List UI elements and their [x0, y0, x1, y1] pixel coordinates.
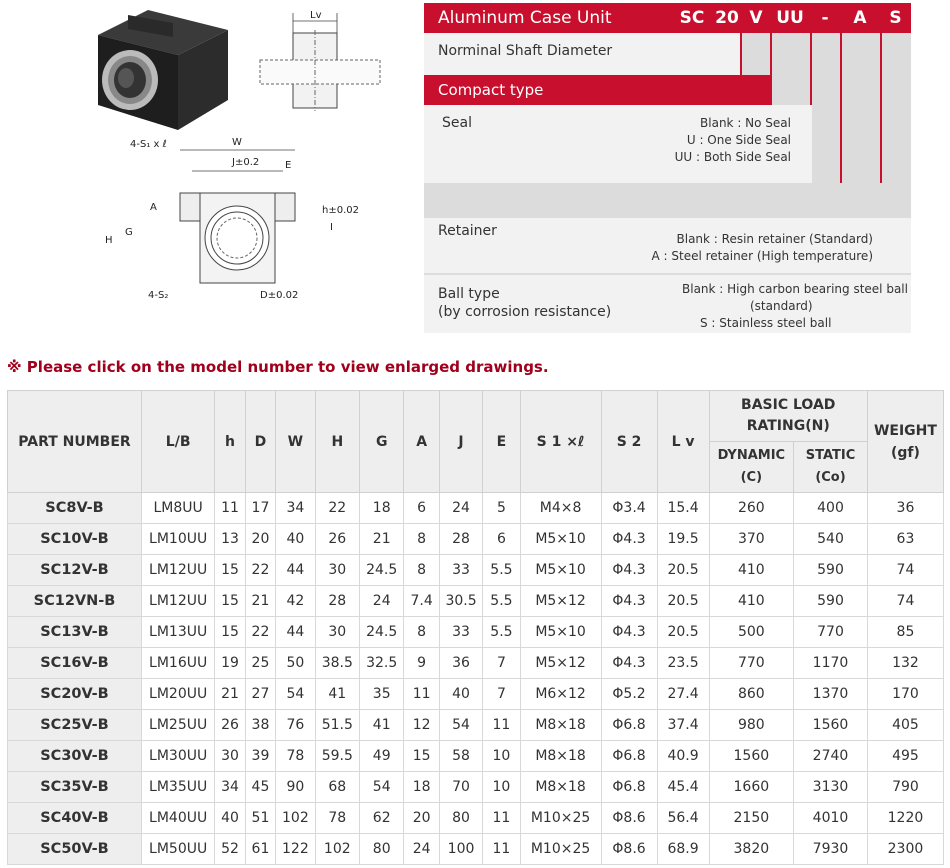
table-cell: 8: [404, 524, 439, 555]
table-cell: 41: [360, 710, 404, 741]
table-cell: Φ8.6: [601, 834, 657, 865]
table-cell: 2150: [709, 803, 794, 834]
table-cell: 68.9: [657, 834, 709, 865]
table-cell: M8×18: [520, 710, 601, 741]
table-cell: 21: [245, 586, 275, 617]
table-cell: 40: [215, 803, 245, 834]
table-cell: M5×10: [520, 555, 601, 586]
table-cell: Φ6.8: [601, 741, 657, 772]
table-cell: 30: [315, 555, 359, 586]
th-part-number: PART NUMBER: [8, 391, 142, 493]
s2-label: 4-S₂: [148, 290, 169, 301]
table-cell: 11: [404, 679, 439, 710]
table-cell: LM8UU: [141, 493, 214, 524]
table-cell: 85: [867, 617, 943, 648]
table-cell: Φ6.8: [601, 710, 657, 741]
table-cell: 40: [276, 524, 315, 555]
table-row: [8, 586, 944, 617]
table-cell: M5×12: [520, 648, 601, 679]
part-number-link[interactable]: SC8V-B: [8, 493, 142, 524]
e-label: E: [285, 160, 292, 171]
table-cell: 39: [245, 741, 275, 772]
table-row: [8, 555, 944, 586]
table-cell: 8: [404, 555, 439, 586]
part-number-link[interactable]: SC40V-B: [8, 803, 142, 834]
table-cell: 20: [404, 803, 439, 834]
table-cell: 25: [245, 648, 275, 679]
part-number-link[interactable]: SC25V-B: [8, 710, 142, 741]
retainer-opt-blank: Blank : Resin retainer (Standard): [676, 232, 873, 246]
seal-opt-u: U : One Side Seal: [686, 133, 791, 147]
table-cell: 17: [245, 493, 275, 524]
table-cell: 24.5: [360, 617, 404, 648]
table-cell: M8×18: [520, 772, 601, 803]
th-w: W: [276, 391, 315, 493]
th-static: STATIC (Co): [794, 442, 868, 493]
table-cell: LM16UU: [141, 648, 214, 679]
th-h-small: h: [215, 391, 245, 493]
table-cell: 1170: [794, 648, 868, 679]
th-dynamic: DYNAMIC (C): [709, 442, 794, 493]
table-cell: 34: [215, 772, 245, 803]
table-cell: 24: [360, 586, 404, 617]
th-lv: L v: [657, 391, 709, 493]
table-cell: 26: [215, 710, 245, 741]
table-row: [8, 710, 944, 741]
table-cell: 58: [439, 741, 482, 772]
table-cell: M10×25: [520, 834, 601, 865]
table-cell: Φ4.3: [601, 524, 657, 555]
th-h: H: [315, 391, 359, 493]
side-view-drawing: [255, 5, 385, 115]
table-cell: 11: [483, 834, 520, 865]
table-cell: M6×12: [520, 679, 601, 710]
h-label: H: [105, 235, 113, 246]
table-cell: 40.9: [657, 741, 709, 772]
th-g: G: [360, 391, 404, 493]
table-cell: 59.5: [315, 741, 359, 772]
table-cell: 20.5: [657, 555, 709, 586]
table-cell: 44: [276, 617, 315, 648]
d-label: D±0.02: [260, 290, 299, 301]
table-cell: 54: [360, 772, 404, 803]
code-v: V: [749, 8, 763, 28]
j-label: J±0.2: [232, 157, 260, 168]
table-cell: 500: [709, 617, 794, 648]
table-cell: 3820: [709, 834, 794, 865]
table-cell: 260: [709, 493, 794, 524]
table-cell: 7.4: [404, 586, 439, 617]
table-cell: 78: [315, 803, 359, 834]
th-e: E: [483, 391, 520, 493]
table-cell: 33: [439, 555, 482, 586]
table-cell: Φ4.3: [601, 617, 657, 648]
table-cell: Φ4.3: [601, 555, 657, 586]
table-cell: 11: [483, 710, 520, 741]
table-cell: LM20UU: [141, 679, 214, 710]
table-cell: 5.5: [483, 586, 520, 617]
seal-label: Seal: [442, 115, 472, 131]
table-cell: 24.5: [360, 555, 404, 586]
a-label: A: [150, 202, 157, 213]
table-cell: 405: [867, 710, 943, 741]
compact-label: Compact type: [438, 81, 544, 99]
seal-opt-blank: Blank : No Seal: [700, 116, 791, 130]
part-number-link[interactable]: SC12VN-B: [8, 586, 142, 617]
table-cell: 370: [709, 524, 794, 555]
nominal-label: Norminal Shaft Diameter: [438, 43, 613, 59]
table-cell: 1560: [794, 710, 868, 741]
table-cell: 45.4: [657, 772, 709, 803]
table-cell: 4010: [794, 803, 868, 834]
table-cell: M5×12: [520, 586, 601, 617]
table-cell: LM35UU: [141, 772, 214, 803]
table-cell: 54: [439, 710, 482, 741]
th-j: J: [439, 391, 482, 493]
part-number-link[interactable]: SC35V-B: [8, 772, 142, 803]
table-cell: 40: [439, 679, 482, 710]
table-cell: 15: [215, 617, 245, 648]
table-cell: 30: [215, 741, 245, 772]
ball-opt-standard: (standard): [750, 299, 813, 313]
table-cell: M5×10: [520, 617, 601, 648]
th-basic-load: BASIC LOAD RATING(N): [709, 391, 867, 442]
table-cell: 540: [794, 524, 868, 555]
table-cell: 50: [276, 648, 315, 679]
retainer-label: Retainer: [438, 223, 497, 239]
table-row: [8, 772, 944, 803]
table-cell: 27.4: [657, 679, 709, 710]
table-cell: 36: [867, 493, 943, 524]
table-cell: 27: [245, 679, 275, 710]
table-cell: 80: [360, 834, 404, 865]
table-cell: 5: [483, 493, 520, 524]
table-cell: 61: [245, 834, 275, 865]
table-cell: 22: [315, 493, 359, 524]
ball-label: Ball type: [438, 286, 500, 302]
table-cell: 410: [709, 555, 794, 586]
code-a: A: [853, 8, 867, 28]
th-d: D: [245, 391, 275, 493]
w-label: W: [232, 137, 242, 148]
table-cell: 8: [404, 617, 439, 648]
table-cell: 23.5: [657, 648, 709, 679]
table-cell: 34: [276, 493, 315, 524]
code-sc: SC: [679, 8, 705, 28]
table-cell: 56.4: [657, 803, 709, 834]
table-cell: 21: [215, 679, 245, 710]
part-number-link[interactable]: SC16V-B: [8, 648, 142, 679]
table-cell: LM30UU: [141, 741, 214, 772]
table-cell: 51.5: [315, 710, 359, 741]
table-cell: 132: [867, 648, 943, 679]
table-cell: 33: [439, 617, 482, 648]
table-cell: LM40UU: [141, 803, 214, 834]
table-cell: 30: [315, 617, 359, 648]
table-row: [8, 617, 944, 648]
table-cell: 15: [404, 741, 439, 772]
h-small-label: h±0.02: [322, 205, 359, 216]
table-row: [8, 803, 944, 834]
table-cell: M5×10: [520, 524, 601, 555]
table-cell: LM12UU: [141, 586, 214, 617]
table-cell: 80: [439, 803, 482, 834]
table-cell: 122: [276, 834, 315, 865]
table-cell: 3130: [794, 772, 868, 803]
seal-opt-uu: UU : Both Side Seal: [674, 150, 791, 164]
table-cell: 1660: [709, 772, 794, 803]
table-cell: 76: [276, 710, 315, 741]
table-row: [8, 741, 944, 772]
s1-label: 4-S₁ x ℓ: [130, 139, 167, 150]
table-cell: LM25UU: [141, 710, 214, 741]
retainer-opt-a: A : Steel retainer (High temperature): [651, 249, 873, 263]
table-cell: 62: [360, 803, 404, 834]
lv-label: Lv: [310, 10, 322, 21]
table-cell: 28: [315, 586, 359, 617]
part-number-link[interactable]: SC50V-B: [8, 834, 142, 865]
table-cell: 12: [404, 710, 439, 741]
ball-opt-s: S : Stainless steel ball: [700, 316, 832, 330]
table-cell: Φ4.3: [601, 586, 657, 617]
table-cell: 78: [276, 741, 315, 772]
table-cell: 6: [404, 493, 439, 524]
table-cell: Φ4.3: [601, 648, 657, 679]
table-cell: M4×8: [520, 493, 601, 524]
ball-label-2: (by corrosion resistance): [438, 304, 612, 320]
table-cell: 28: [439, 524, 482, 555]
table-cell: 13: [215, 524, 245, 555]
table-cell: 37.4: [657, 710, 709, 741]
table-cell: Φ8.6: [601, 803, 657, 834]
table-cell: 11: [483, 803, 520, 834]
table-cell: 32.5: [360, 648, 404, 679]
table-cell: 410: [709, 586, 794, 617]
th-lb: L/B: [141, 391, 214, 493]
table-row: [8, 524, 944, 555]
table-cell: 7: [483, 648, 520, 679]
part-number-link[interactable]: SC13V-B: [8, 617, 142, 648]
table-cell: 10: [483, 772, 520, 803]
notice-text: ※ Please click on the model number to view enlarged drawings.: [7, 358, 549, 376]
table-cell: 42: [276, 586, 315, 617]
table-cell: Φ5.2: [601, 679, 657, 710]
ball-opt-blank: Blank : High carbon bearing steel ball: [682, 282, 908, 296]
table-cell: M8×18: [520, 741, 601, 772]
table-cell: 170: [867, 679, 943, 710]
table-cell: 15: [215, 555, 245, 586]
table-cell: LM10UU: [141, 524, 214, 555]
code-dash: -: [821, 8, 829, 28]
table-cell: Φ6.8: [601, 772, 657, 803]
table-row: [8, 679, 944, 710]
table-cell: 770: [709, 648, 794, 679]
table-cell: 100: [439, 834, 482, 865]
table-cell: 49: [360, 741, 404, 772]
th-s2: S 2: [601, 391, 657, 493]
th-weight: WEIGHT (gf): [867, 391, 943, 493]
table-cell: 10: [483, 741, 520, 772]
table-cell: 400: [794, 493, 868, 524]
table-cell: 20: [245, 524, 275, 555]
table-cell: 20.5: [657, 586, 709, 617]
table-cell: 11: [215, 493, 245, 524]
table-cell: 63: [867, 524, 943, 555]
code-uu: UU: [776, 8, 804, 28]
table-cell: 70: [439, 772, 482, 803]
part-number-link[interactable]: SC20V-B: [8, 679, 142, 710]
table-cell: 2740: [794, 741, 868, 772]
table-cell: 7930: [794, 834, 868, 865]
table-cell: 68: [315, 772, 359, 803]
table-cell: 24: [404, 834, 439, 865]
table-cell: 74: [867, 555, 943, 586]
code-s: S: [889, 8, 902, 28]
table-cell: 90: [276, 772, 315, 803]
table-cell: Φ3.4: [601, 493, 657, 524]
table-cell: 495: [867, 741, 943, 772]
th-s1: S 1 ×ℓ: [520, 391, 601, 493]
table-cell: 36: [439, 648, 482, 679]
table-cell: M10×25: [520, 803, 601, 834]
table-cell: 22: [245, 555, 275, 586]
table-cell: 74: [867, 586, 943, 617]
table-row: [8, 648, 944, 679]
table-cell: 19: [215, 648, 245, 679]
part-number-legend: [424, 3, 911, 333]
table-cell: 590: [794, 586, 868, 617]
table-cell: 38: [245, 710, 275, 741]
table-cell: 44: [276, 555, 315, 586]
code-20: 20: [715, 8, 739, 28]
table-cell: 51: [245, 803, 275, 834]
table-cell: 980: [709, 710, 794, 741]
part-number-link[interactable]: SC30V-B: [8, 741, 142, 772]
table-cell: 41: [315, 679, 359, 710]
table-cell: 45: [245, 772, 275, 803]
table-cell: 590: [794, 555, 868, 586]
table-cell: 9: [404, 648, 439, 679]
part-number-link[interactable]: SC10V-B: [8, 524, 142, 555]
table-cell: 35: [360, 679, 404, 710]
table-cell: 30.5: [439, 586, 482, 617]
table-cell: 5.5: [483, 617, 520, 648]
table-cell: 6: [483, 524, 520, 555]
spec-table: [7, 390, 944, 865]
table-cell: LM12UU: [141, 555, 214, 586]
table-cell: 102: [276, 803, 315, 834]
table-cell: LM50UU: [141, 834, 214, 865]
table-cell: 15.4: [657, 493, 709, 524]
product-photo: [88, 5, 238, 135]
table-cell: 15: [215, 586, 245, 617]
i-label: I: [330, 222, 333, 233]
part-number-link[interactable]: SC12V-B: [8, 555, 142, 586]
table-cell: 54: [276, 679, 315, 710]
table-cell: 1220: [867, 803, 943, 834]
table-cell: 790: [867, 772, 943, 803]
table-cell: 5.5: [483, 555, 520, 586]
table-cell: 20.5: [657, 617, 709, 648]
table-cell: 19.5: [657, 524, 709, 555]
table-cell: 24: [439, 493, 482, 524]
front-view-drawing: [100, 135, 359, 310]
table-cell: 1560: [709, 741, 794, 772]
table-cell: 860: [709, 679, 794, 710]
table-cell: 770: [794, 617, 868, 648]
table-cell: 38.5: [315, 648, 359, 679]
table-cell: 7: [483, 679, 520, 710]
table-cell: LM13UU: [141, 617, 214, 648]
table-cell: 18: [404, 772, 439, 803]
table-cell: 26: [315, 524, 359, 555]
g-label: G: [125, 227, 133, 238]
table-cell: 52: [215, 834, 245, 865]
table-cell: 102: [315, 834, 359, 865]
table-row: [8, 834, 944, 865]
table-cell: 21: [360, 524, 404, 555]
th-a: A: [404, 391, 439, 493]
table-cell: 18: [360, 493, 404, 524]
table-row: [8, 493, 944, 524]
legend-title: Aluminum Case Unit: [438, 8, 612, 28]
table-cell: 2300: [867, 834, 943, 865]
table-cell: 1370: [794, 679, 868, 710]
table-cell: 22: [245, 617, 275, 648]
